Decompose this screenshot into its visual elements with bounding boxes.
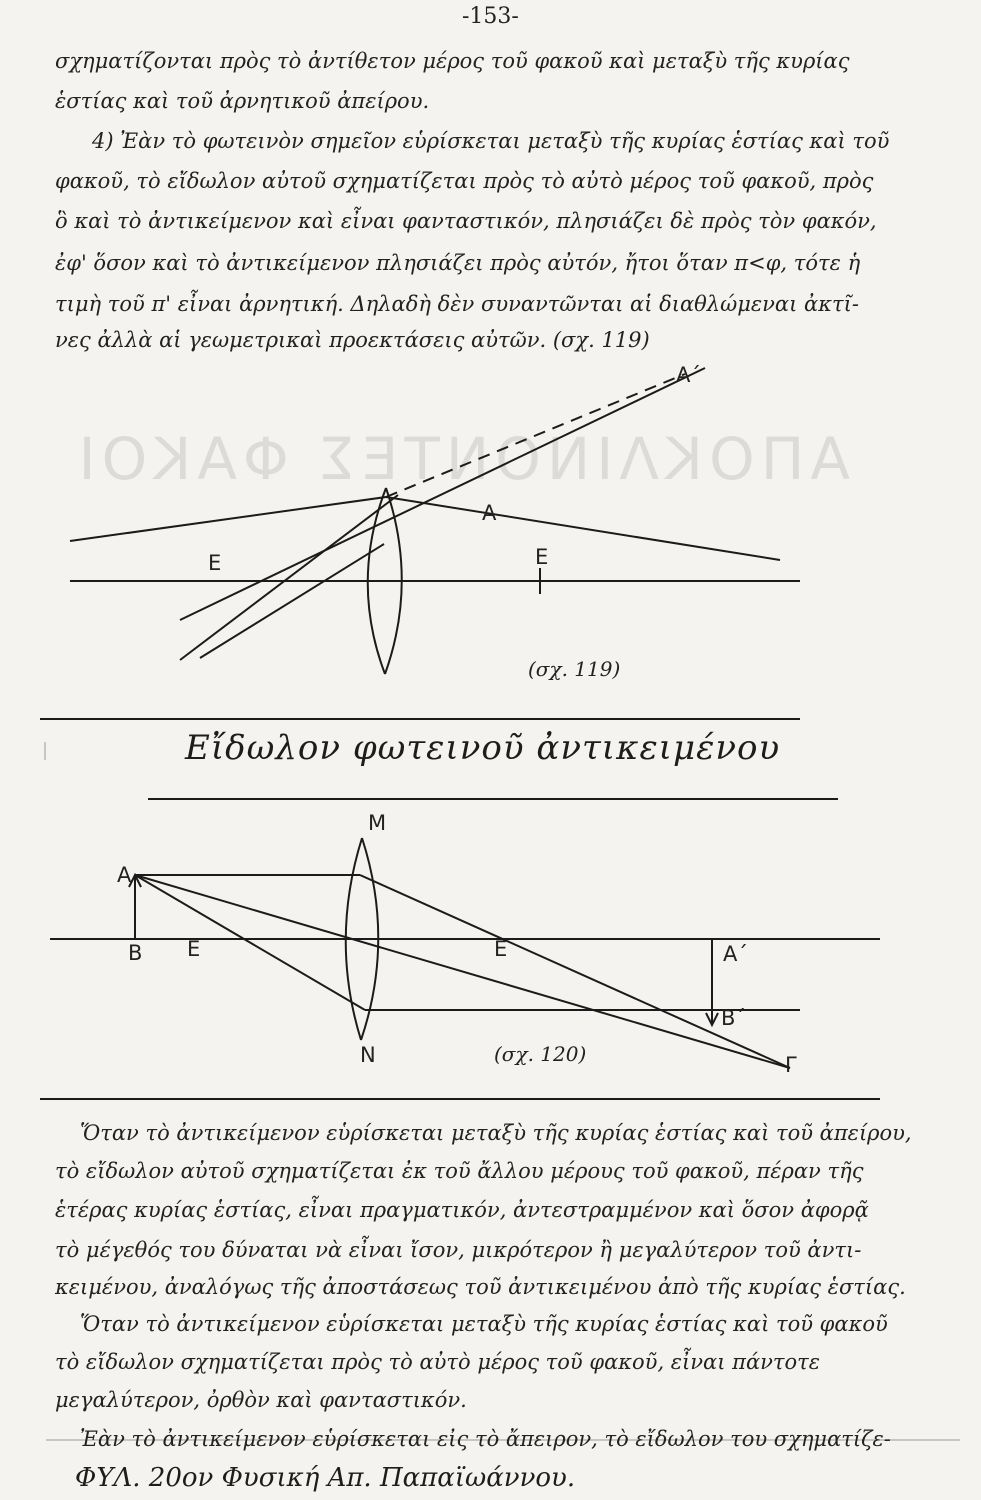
paragraph-4-line: τὸ εἴδωλον σχηματίζεται πρὸς τὸ αὐτὸ μέρος τοῦ φακοῦ, εἶναι πάντοτε [55, 1350, 821, 1374]
paragraph-3-line: τὸ μέγεθός του δύναται νὰ εἶναι ἴσον, μικρότερον ἢ μεγαλύτερον τοῦ ἀντι- [55, 1238, 862, 1262]
label-a-prime: A΄ [676, 363, 701, 387]
paragraph-3-line: Ὅταν τὸ ἀντικείμενον εὑρίσκεται μεταξὺ τῆς κυρίας ἑστίας καὶ τοῦ ἀπείρου, [80, 1121, 912, 1145]
paragraph-1-line: ἑστίας καὶ τοῦ ἀρνητικοῦ ἀπείρου. [55, 89, 430, 113]
central-ray [135, 875, 790, 1068]
paragraph-3-line: ἑτέρας κυρίας ἑστίας, εἶναι πραγματικόν, ἀντεστραμμένον καὶ ὅσον ἀφορᾷ [55, 1198, 869, 1222]
refracted-ray-120 [360, 875, 790, 1068]
paragraph-2-line: φακοῦ, τὸ εἴδωλον αὐτοῦ σχηματίζεται πρὸς τὸ αὐτὸ μέρος τοῦ φακοῦ, πρὸς [55, 169, 874, 193]
paragraph-2-line: ὃ καὶ τὸ ἀντικείμενον καὶ εἶναι φανταστικόν, πλησιάζει δὲ πρὸς τὸν φακόν, [55, 209, 877, 233]
label-n: N [360, 1043, 376, 1067]
label-m: M [368, 811, 387, 835]
section-title: Εἴδωλον φωτεινοῦ ἀντικειμένου [185, 728, 781, 768]
paragraph-2-line: 4) Ἐὰν τὸ φωτεινὸν σημεῖον εὑρίσκεται μεταξὺ τῆς κυρίας ἑστίας καὶ τοῦ [92, 129, 890, 153]
paragraph-3-line: κειμένου, ἀναλόγως τῆς ἀποστάσεως τοῦ ἀντικειμένου ἀπὸ τῆς κυρίας ἑστίας. [55, 1275, 906, 1299]
ray-extension [180, 495, 398, 660]
page-number: -153- [462, 4, 519, 29]
label-focus-right: E [535, 545, 549, 569]
label-object-a: A [117, 863, 132, 887]
label-a: A [482, 501, 497, 525]
virtual-ray-extension [386, 374, 685, 497]
paragraph-5-line: Ἐὰν τὸ ἀντικείμενον εὑρίσκεται εἰς τὸ ἄπειρον, τὸ εἴδωλον του σχηματίζε- [80, 1427, 891, 1451]
refracted-ray-upper [386, 497, 780, 560]
label-focus-left: E [208, 551, 222, 575]
paragraph-3-line: τὸ εἴδωλον αὐτοῦ σχηματίζεται ἐκ τοῦ ἄλλου μέρους τοῦ φακοῦ, πέραν τῆς [55, 1159, 864, 1183]
label-a-prime-120: A΄ [723, 942, 748, 966]
figure-120-caption: (σχ. 120) [494, 1042, 587, 1066]
label-b-prime: B΄ [721, 1006, 746, 1030]
label-gamma: Γ [785, 1053, 797, 1077]
label-object-b: B [128, 941, 143, 965]
paragraph-1-line: σχηματίζονται πρὸς τὸ ἀντίθετον μέρος τοῦ φακοῦ καὶ μεταξὺ τῆς κυρίας [55, 49, 850, 73]
footer-signature: ΦΥΛ. 20ον Φυσική Απ. Παπαϊωάννου. [75, 1463, 576, 1493]
label-focus-120-right: E [494, 937, 508, 961]
ray-through-focus [200, 544, 384, 658]
figure-119-caption: (σχ. 119) [528, 657, 621, 681]
bleed-through-text: ΑΠΟΚΛΙΝΟΝΤΕΣ ΦΑΚΟΙ [72, 425, 850, 493]
label-focus-120-left: E [187, 937, 201, 961]
focal-ray [135, 875, 365, 1010]
paragraph-4-line: μεγαλύτερον, ὀρθὸν καὶ φανταστικόν. [55, 1388, 467, 1412]
paragraph-2-line: ἐφ' ὅσον καὶ τὸ ἀντικείμενον πλησιάζει πρὸς αὐτόν, ἤτοι ὅταν π<φ, τότε ἡ [55, 251, 861, 275]
paragraph-4-line: Ὅταν τὸ ἀντικείμενον εὑρίσκεται μεταξὺ τῆς κυρίας ἑστίας καὶ τοῦ φακοῦ [80, 1312, 888, 1336]
paragraph-2-line: τιμὴ τοῦ π' εἶναι ἀρνητική. Δηλαδὴ δὲν συναντῶνται αἱ διαθλώμεναι ἀκτῖ- [55, 292, 859, 316]
incident-ray-lower [180, 368, 705, 620]
incident-ray-upper [70, 497, 386, 541]
paragraph-2-line: νες ἀλλὰ αἱ γεωμετρικαὶ προεκτάσεις αὐτῶν. (σχ. 119) [55, 328, 650, 352]
